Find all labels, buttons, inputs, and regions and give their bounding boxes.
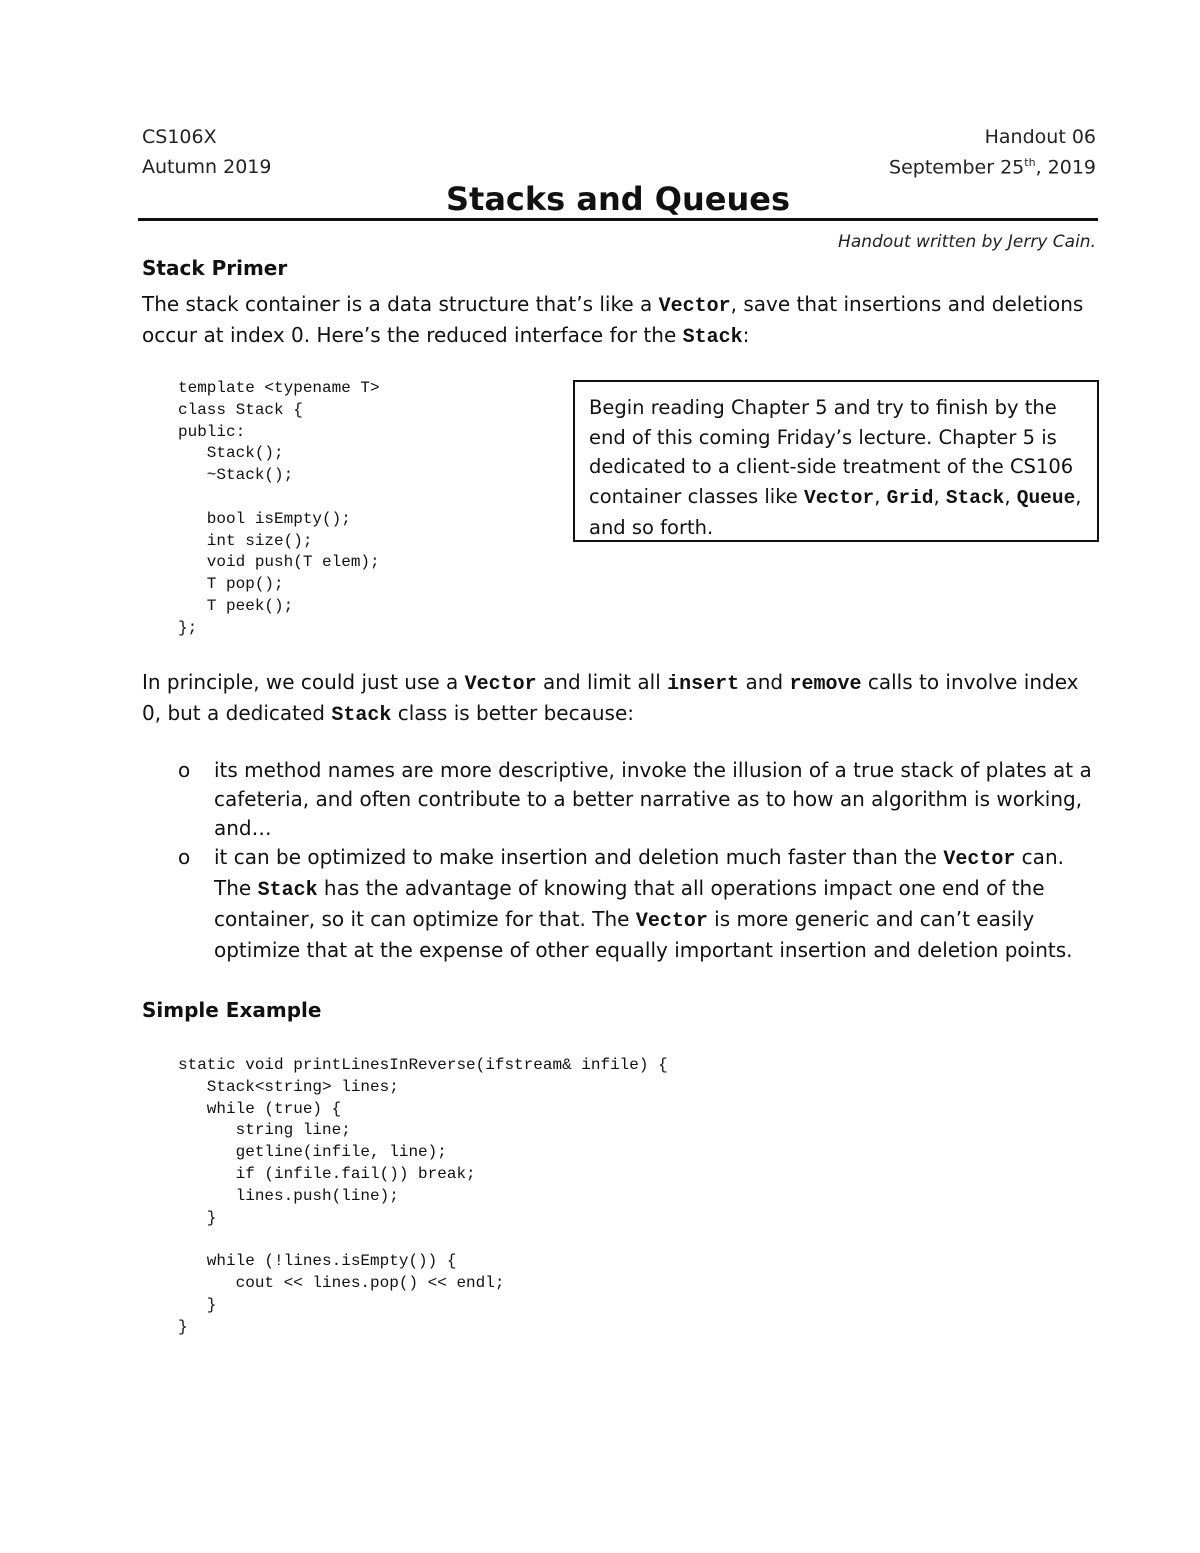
text: , xyxy=(874,484,887,508)
example-code: static void printLinesInReverse(ifstream& infile) { Stack<string> lines; while (true) { string line; getline(infile, line); if (infile.fail()) break; lines.push(line); } while (!lines.isEmpty()) { cout << lines.pop() << endl; } } xyxy=(178,1056,668,1336)
section-heading-simple-example: Simple Example xyxy=(142,998,322,1022)
text: , and so forth. xyxy=(589,484,1082,539)
handout-number: Handout 06 xyxy=(984,126,1096,148)
text: its method names are more descriptive, invoke the illusion of a true stack of plates at a cafeteria, and often contribute to a better narrative as to how an algorithm is working, and… xyxy=(214,758,1092,840)
code-term: Vector xyxy=(658,295,731,318)
intro-paragraph xyxy=(142,290,1102,352)
list-item xyxy=(142,756,1102,843)
text: Begin reading Chapter 5 and try to finish by the end of this coming Friday’s lecture. Chapter 5 is dedicated to a client-side treatment of the CS106 container classes like xyxy=(589,396,1074,508)
date-main: September 25 xyxy=(889,156,1025,179)
stack-interface-code: template <typename T> class Stack { public: Stack(); ~Stack(); bool isEmpty(); int size(); void push(T elem); T pop(); T peek(); }; xyxy=(178,379,380,637)
code-term: Queue xyxy=(1016,486,1076,509)
text: class is better because: xyxy=(391,701,634,725)
code-term: Stack xyxy=(331,704,392,727)
bullet-marker: o xyxy=(178,758,191,782)
advantages-list xyxy=(142,756,1102,965)
code-term: Stack xyxy=(682,326,743,349)
page-title: Stacks and Queues xyxy=(445,180,790,218)
text: calls to involve index 0, but a dedicated xyxy=(142,670,1079,725)
code-term: insert xyxy=(667,673,740,696)
handout-date xyxy=(889,156,1096,178)
text: is more generic and can’t easily optimize that at the expense of other equally important insertion and deletion points. xyxy=(214,907,1073,962)
title-rule xyxy=(138,218,1098,221)
text: and xyxy=(739,670,790,694)
text: has the advantage of knowing that all operations impact one end of the container, so it can optimize for that. The xyxy=(214,876,1045,931)
code-term: Vector xyxy=(464,673,537,696)
author-credit: Handout written by Jerry Cain. xyxy=(838,232,1096,252)
reading-note-box xyxy=(573,380,1099,542)
text: The stack container is a data structure that’s like a xyxy=(142,292,659,316)
code-term: Vector xyxy=(943,848,1016,871)
list-item xyxy=(142,843,1102,965)
date-year: , 2019 xyxy=(1035,156,1096,179)
date-ordinal: th xyxy=(1024,156,1036,169)
code-term: Vector xyxy=(804,486,875,509)
course-label: CS106X xyxy=(142,126,217,148)
term-label: Autumn 2019 xyxy=(142,156,272,178)
section-heading-stack-primer: Stack Primer xyxy=(142,256,288,280)
code-term: Grid xyxy=(886,486,934,509)
code-term: Vector xyxy=(635,910,708,933)
text: it can be optimized to make insertion and deletion much faster than the xyxy=(214,845,944,869)
text: , xyxy=(933,484,946,508)
bullet-marker: o xyxy=(178,845,191,869)
code-term: remove xyxy=(789,673,862,696)
text: can. The xyxy=(214,845,1064,900)
code-term: Stack xyxy=(257,879,318,902)
text: and limit all xyxy=(536,670,668,694)
text: In principle, we could just use a xyxy=(142,670,465,694)
text: , save that insertions and deletions occur at index 0. Here’s the reduced interface for the xyxy=(142,292,1084,347)
principle-paragraph xyxy=(142,668,1102,730)
text: , xyxy=(1004,484,1017,508)
code-term: Stack xyxy=(945,486,1005,509)
text: : xyxy=(742,323,750,347)
